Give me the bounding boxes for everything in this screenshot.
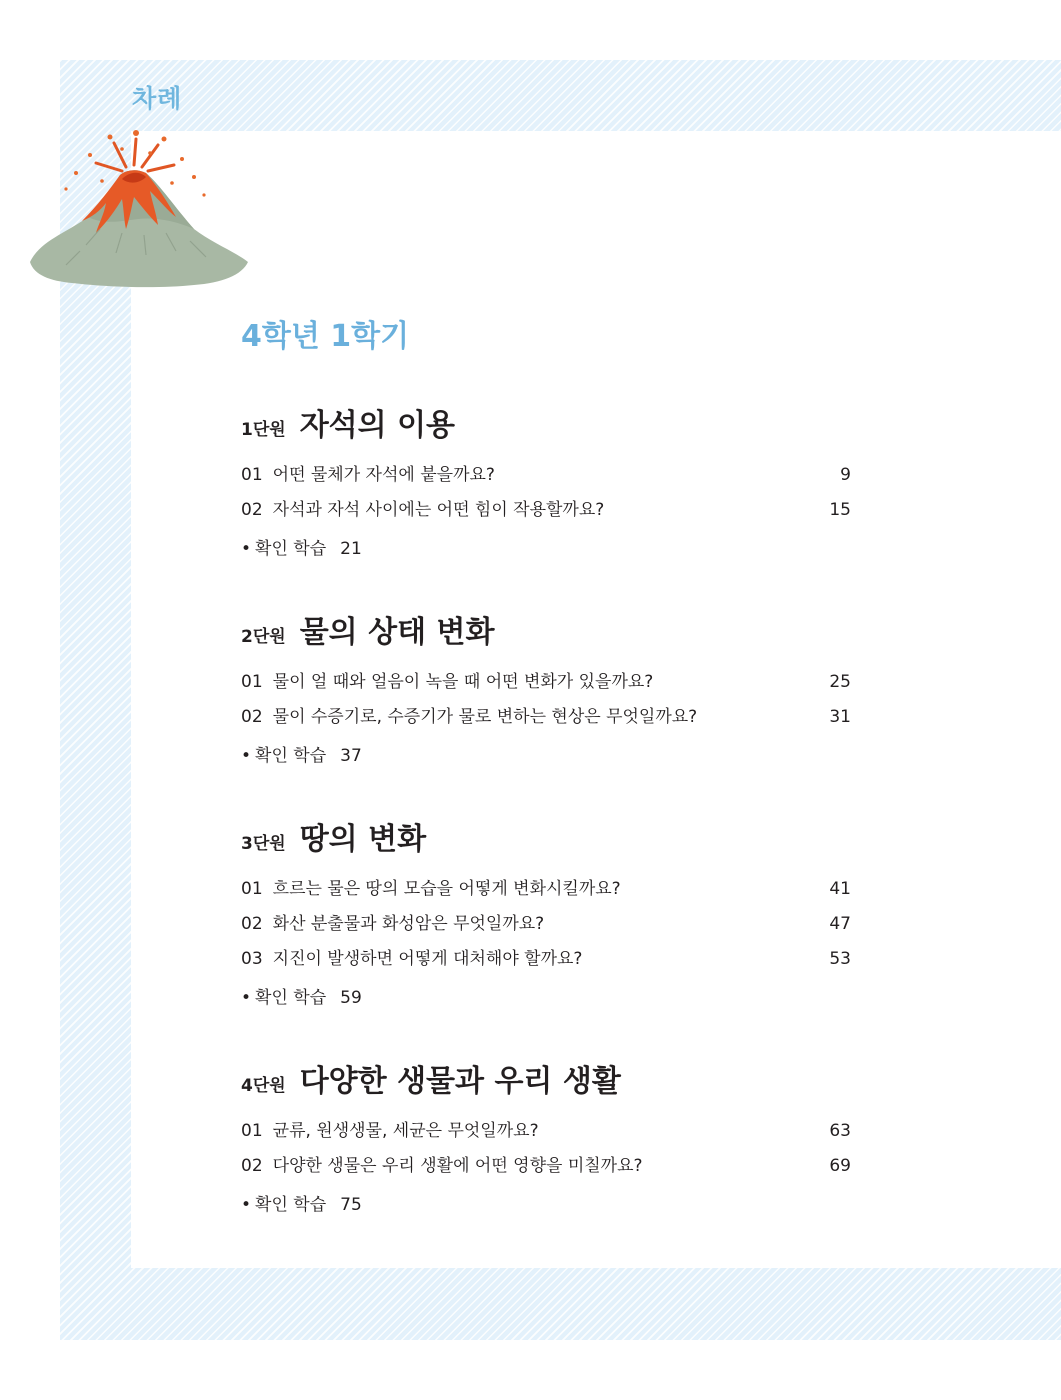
lesson-title: 다양한 생물은 우리 생활에 어떤 영향을 미칠까요? bbox=[272, 1156, 643, 1176]
bullet: • bbox=[241, 746, 252, 766]
volcano-illustration bbox=[26, 125, 251, 295]
page-title: 차례 bbox=[132, 84, 183, 113]
review-label: 확인 학습 bbox=[255, 1195, 327, 1215]
unit-header bbox=[241, 607, 851, 651]
lesson-row[interactable] bbox=[241, 665, 851, 700]
page-number: 75 bbox=[340, 1195, 362, 1215]
lesson-title: 균류, 원생생물, 세균은 무엇일까요? bbox=[272, 1121, 539, 1141]
lesson-row[interactable] bbox=[241, 1114, 851, 1149]
review-label: 확인 학습 bbox=[255, 988, 327, 1008]
unit-2 bbox=[241, 607, 851, 775]
review-label: 확인 학습 bbox=[255, 539, 327, 559]
unit-header bbox=[241, 400, 851, 444]
lesson-title: 지진이 발생하면 어떻게 대처해야 할까요? bbox=[272, 949, 583, 969]
lesson-number: 01 bbox=[241, 879, 263, 899]
unit-header bbox=[241, 814, 851, 858]
bullet: • bbox=[241, 1195, 252, 1215]
unit-1 bbox=[241, 400, 851, 568]
lesson-number: 02 bbox=[241, 500, 263, 520]
page-number: 31 bbox=[829, 707, 851, 727]
review-item[interactable] bbox=[241, 1186, 851, 1224]
lesson-number: 01 bbox=[241, 465, 263, 485]
page-number: 47 bbox=[829, 914, 851, 934]
lesson-number: 02 bbox=[241, 914, 263, 934]
lesson-title: 흐르는 물은 땅의 모습을 어떻게 변화시킬까요? bbox=[272, 879, 621, 899]
unit-number: 2단원 bbox=[241, 627, 286, 647]
unit-title: 다양한 생물과 우리 생활 bbox=[299, 1064, 621, 1099]
unit-3 bbox=[241, 814, 851, 1017]
lesson-number: 01 bbox=[241, 672, 263, 692]
lesson-row[interactable] bbox=[241, 942, 851, 977]
unit-title: 자석의 이용 bbox=[299, 408, 456, 443]
lesson-number: 02 bbox=[241, 1156, 263, 1176]
lesson-title: 물이 수증기로, 수증기가 물로 변하는 현상은 무엇일까요? bbox=[272, 707, 698, 727]
page-number: 59 bbox=[340, 988, 362, 1008]
lesson-title: 자석과 자석 사이에는 어떤 힘이 작용할까요? bbox=[272, 500, 605, 520]
lesson-number: 03 bbox=[241, 949, 263, 969]
lesson-title: 화산 분출물과 화성암은 무엇일까요? bbox=[272, 914, 545, 934]
lesson-number: 01 bbox=[241, 1121, 263, 1141]
lesson-row[interactable] bbox=[241, 1149, 851, 1184]
page-number: 25 bbox=[829, 672, 851, 692]
review-item[interactable] bbox=[241, 530, 851, 568]
semester-heading: 4학년 1학기 bbox=[241, 319, 410, 354]
bullet: • bbox=[241, 988, 252, 1008]
page-number: 63 bbox=[829, 1121, 851, 1141]
page-number: 41 bbox=[829, 879, 851, 899]
review-item[interactable] bbox=[241, 737, 851, 775]
page-number: 21 bbox=[340, 539, 362, 559]
page-number: 15 bbox=[829, 500, 851, 520]
lesson-row[interactable] bbox=[241, 907, 851, 942]
page-number: 37 bbox=[340, 746, 362, 766]
bullet: • bbox=[241, 539, 252, 559]
lesson-title: 어떤 물체가 자석에 붙을까요? bbox=[272, 465, 495, 485]
unit-header bbox=[241, 1056, 851, 1100]
unit-number: 4단원 bbox=[241, 1076, 286, 1096]
lesson-row[interactable] bbox=[241, 872, 851, 907]
review-item[interactable] bbox=[241, 979, 851, 1017]
page-number: 9 bbox=[840, 465, 851, 485]
page-number: 69 bbox=[829, 1156, 851, 1176]
lesson-row[interactable] bbox=[241, 700, 851, 735]
lesson-title: 물이 얼 때와 얼음이 녹을 때 어떤 변화가 있을까요? bbox=[272, 672, 654, 692]
page-number: 53 bbox=[829, 949, 851, 969]
lesson-row[interactable] bbox=[241, 493, 851, 528]
unit-number: 1단원 bbox=[241, 420, 286, 440]
review-label: 확인 학습 bbox=[255, 746, 327, 766]
unit-number: 3단원 bbox=[241, 834, 286, 854]
lesson-row[interactable] bbox=[241, 458, 851, 493]
unit-4 bbox=[241, 1056, 851, 1224]
lesson-number: 02 bbox=[241, 707, 263, 727]
unit-title: 물의 상태 변화 bbox=[299, 615, 495, 650]
unit-title: 땅의 변화 bbox=[299, 822, 427, 857]
